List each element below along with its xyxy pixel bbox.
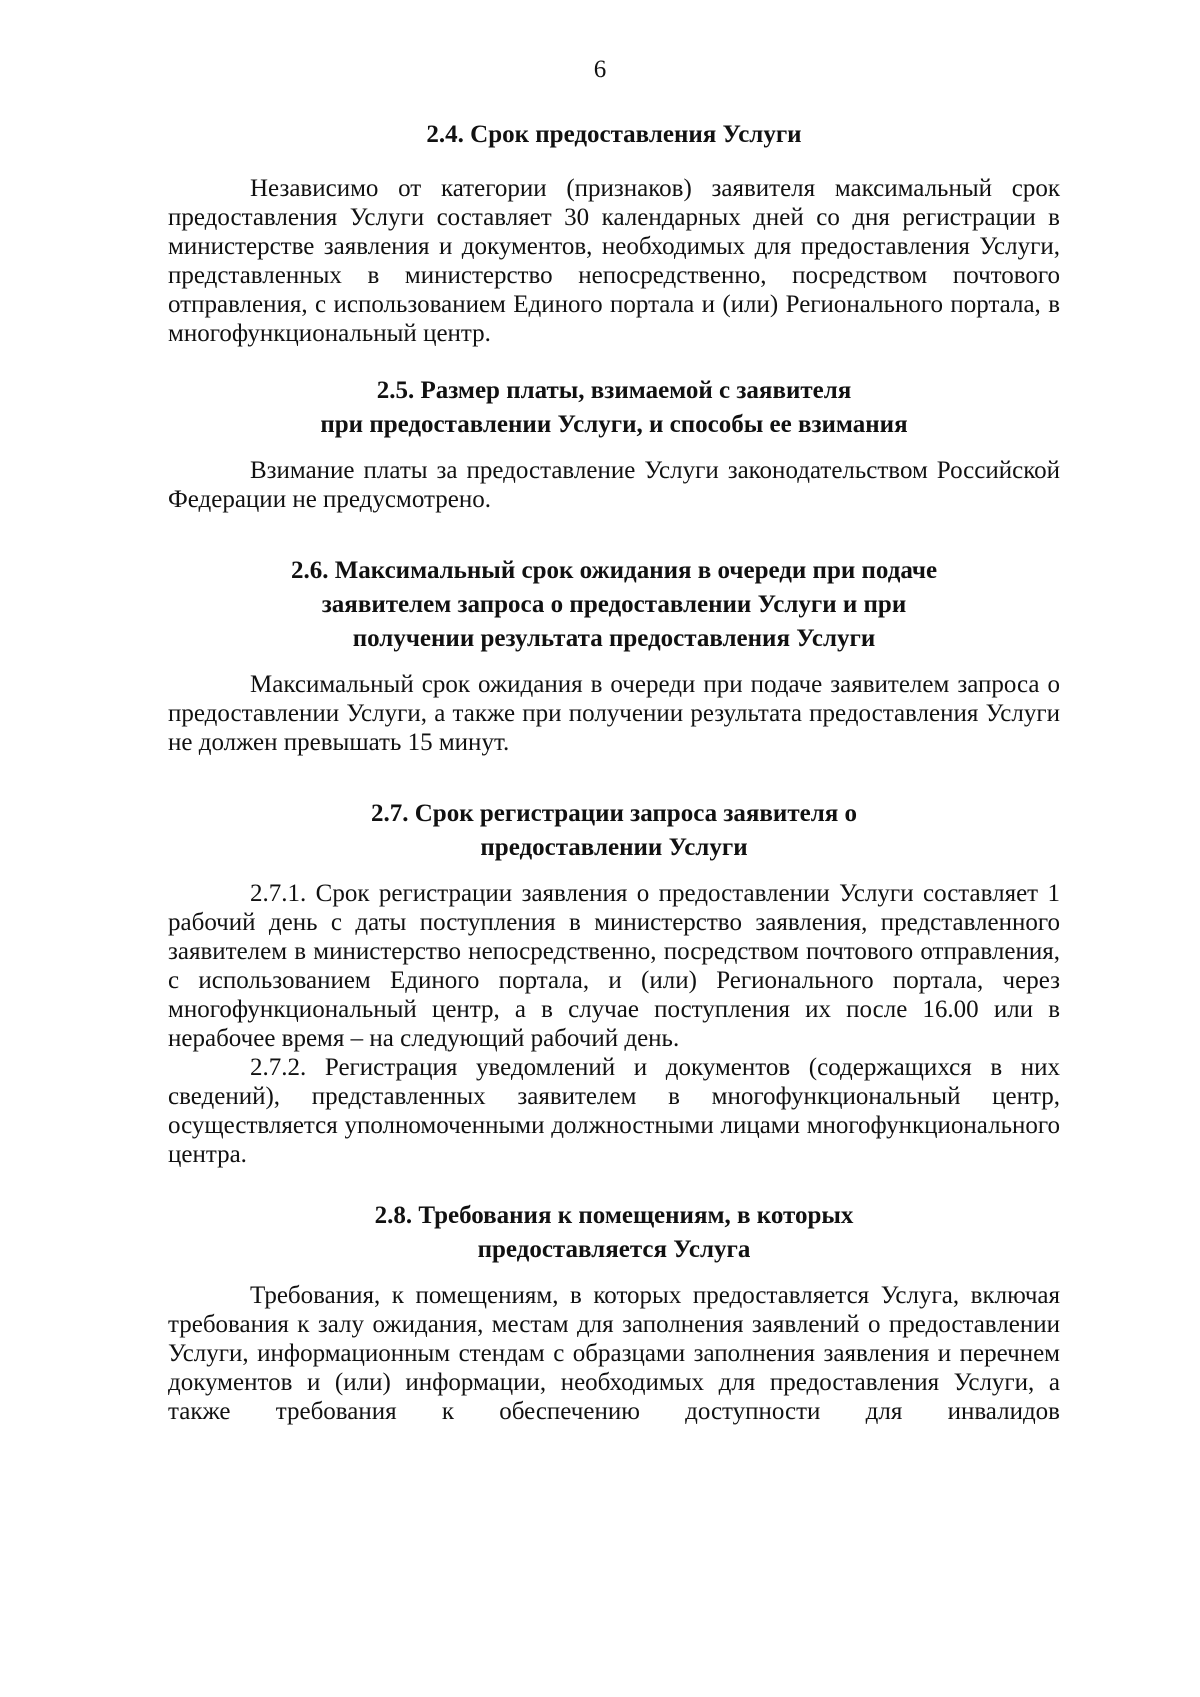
section-paragraph: 2.7.1. Срок регистрации заявления о предоставлении Услуги составляет 1 рабочий день с даты поступления в министерство заявления, представленного заявителем в министерство непосредственно, посредством почтового отправления, с использованием Единого портала, и (или) Регионального портала, через многофункциональный центр, а в случае поступления их после 16.00 или в нерабочее время – на следующий рабочий день.	[168, 880, 1060, 1052]
section-heading	[168, 797, 1060, 865]
section-heading-line: предоставлении Услуги	[480, 834, 748, 861]
section-2-6	[168, 554, 1060, 757]
section-heading	[168, 374, 1060, 442]
section-heading	[168, 118, 1060, 152]
section-2-5	[168, 374, 1060, 514]
section-paragraph: Независимо от категории (признаков) заявителя максимальный срок предоставления Услуги составляет 30 календарных дней со дня регистрации в министерстве заявления и документов, необходимых для предоставления Услуги, представленных в министерство непосредственно, посредством почтового отправления, с использованием Единого портала и (или) Регионального портала, в многофункциональный центр.	[168, 175, 1060, 347]
section-heading-line: 2.8. Требования к помещениям, в которых	[374, 1202, 854, 1229]
section-heading	[168, 554, 1060, 656]
section-paragraph: Максимальный срок ожидания в очереди при подаче заявителем запроса о предоставлении Услуги, а также при получении результата предоставления Услуги не должен превышать 15 минут.	[168, 671, 1060, 756]
section-heading-line: 2.5. Размер платы, взимаемой с заявителя	[376, 377, 852, 404]
section-heading-line: предоставляется Услуга	[477, 1236, 751, 1263]
section-heading-line: заявителем запроса о предоставлении Услуги и при	[321, 591, 907, 618]
section-heading-line: 2.4. Срок предоставления Услуги	[426, 121, 802, 148]
document-body	[168, 118, 1060, 1426]
section-paragraph: Требования, к помещениям, в которых предоставляется Услуга, включая требования к залу ожидания, местам для заполнения заявлений о предоставлении Услуги, информационным стендам с образцами заполнения заявления и перечнем документов и (или) информации, необходимых для предоставления Услуги, а также требования к обеспечению доступности для инвалидов	[168, 1282, 1060, 1425]
section-heading-line: при предоставлении Услуги, и способы ее взимания	[320, 411, 908, 438]
section-2-7	[168, 797, 1060, 1169]
section-heading	[168, 1199, 1060, 1267]
section-heading-line: 2.7. Срок регистрации запроса заявителя о	[371, 800, 857, 827]
section-heading-line: 2.6. Максимальный срок ожидания в очереди при подаче	[290, 557, 938, 584]
section-heading-line: получении результата предоставления Услуги	[352, 625, 876, 652]
section-2-4	[168, 118, 1060, 348]
page-number: 6	[593, 56, 607, 83]
section-paragraph: Взимание платы за предоставление Услуги законодательством Российской Федерации не предусмотрено.	[168, 457, 1060, 513]
section-paragraph: 2.7.2. Регистрация уведомлений и документов (содержащихся в них сведений), представленных заявителем в многофункциональный центр, осуществляется уполномоченными должностными лицами многофункционального центра.	[168, 1054, 1060, 1168]
section-2-8	[168, 1199, 1060, 1426]
